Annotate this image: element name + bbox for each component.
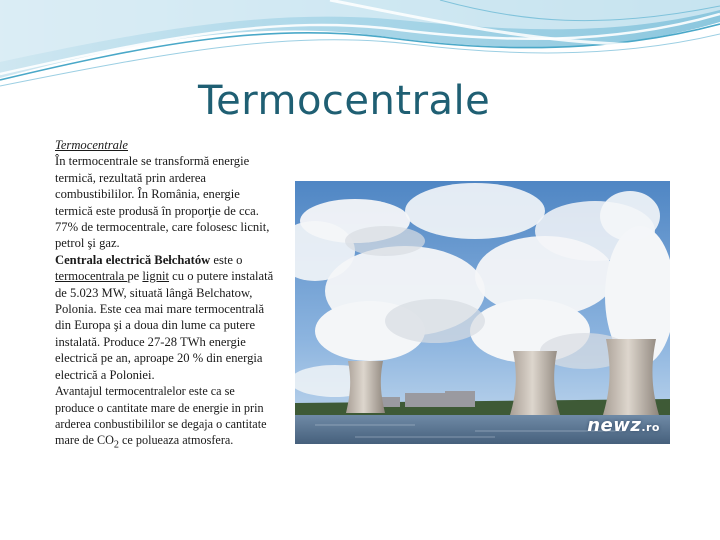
plant-name: Centrala electrică Bełchatów bbox=[55, 252, 211, 267]
text-run: Avantajul termocentralelor este ca se produce o cantitate mare de energie in prin arderea conbustibililor se degaja o cantitate mare de CO bbox=[55, 384, 267, 448]
intro-paragraph: În termocentrale se transformă energie termică, rezultată prin arderea combustibililor. În România, energie termică este produsă în proporţie de cca. 77% de termocentrale, care folosesc licnit, petrol şi gaz. bbox=[55, 154, 270, 251]
photo-watermark bbox=[587, 415, 660, 436]
link-lignit[interactable]: lignit bbox=[142, 269, 170, 284]
text-run: cu o putere instalată de 5.023 MW, situată lângă Belchatow, Polonia. Este cea mai mare termocentrală din Europa şi a doua din lume ca putere instalată. Produce 27-28 TWh energie electrică pe an, aproape 20 % din energia electrică a Poloniei. bbox=[55, 269, 274, 382]
text-run: este o bbox=[210, 252, 243, 267]
body-text bbox=[55, 137, 277, 454]
co2-subscript: 2 bbox=[113, 439, 119, 451]
text-run: pe bbox=[127, 269, 143, 284]
power-plant-photo bbox=[295, 181, 670, 444]
belchatow-paragraph bbox=[55, 252, 277, 383]
header-wave-decoration bbox=[0, 0, 720, 90]
link-termocentrala[interactable]: termocentrala bbox=[55, 269, 128, 284]
watermark-text: newz bbox=[587, 415, 642, 436]
advantage-paragraph bbox=[55, 383, 277, 454]
watermark-suffix: .ro bbox=[641, 421, 660, 434]
slide-title: Termocentrale bbox=[198, 78, 491, 124]
section-heading: Termocentrale bbox=[55, 138, 128, 152]
text-run: ce polueaza atmosfera. bbox=[118, 433, 234, 448]
